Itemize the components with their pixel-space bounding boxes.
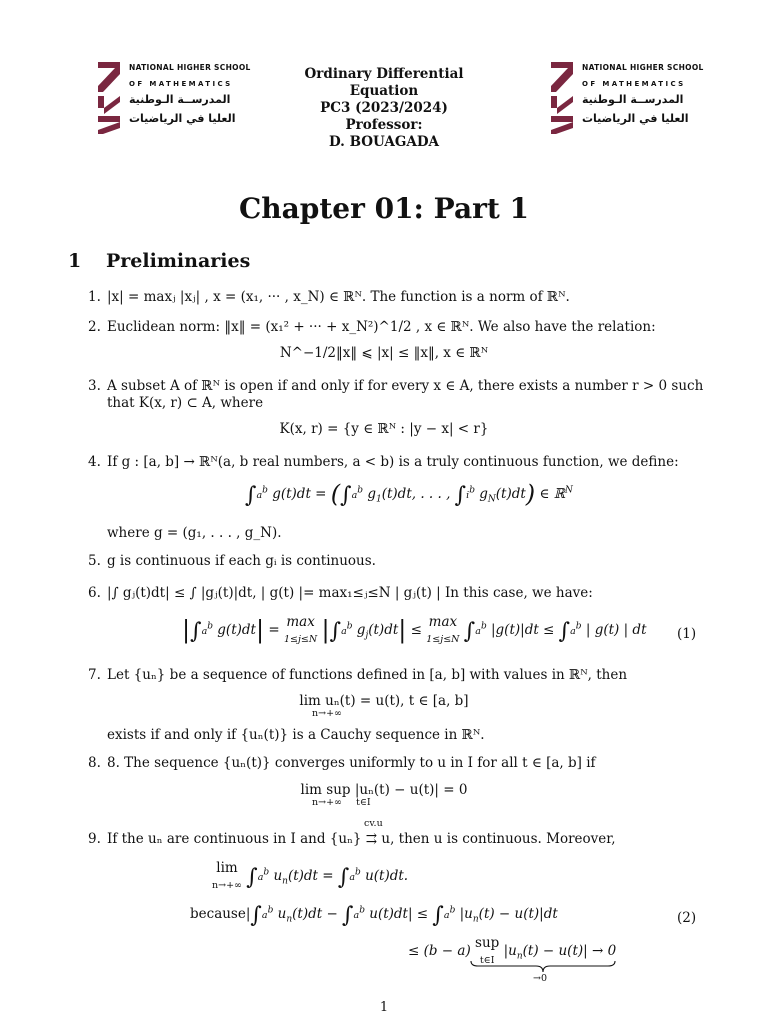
max-subscript: 1≤j≤N — [283, 634, 318, 645]
item-text: that K(x, r) ⊂ A, where — [107, 395, 264, 411]
chapter-title: Chapter 01: Part 1 — [238, 192, 530, 225]
school-logo-right — [548, 60, 704, 140]
limit-subscript: n→+∞ — [312, 797, 342, 808]
item-number: 9. — [88, 831, 101, 847]
page-number: 1 — [379, 1000, 389, 1015]
course-line: D. BOUAGADA — [328, 134, 440, 150]
section-number: 1 — [68, 250, 82, 272]
logo-line-3: المدرســة الـوطنية — [582, 93, 684, 106]
uniform-convergence-label: cv.u — [364, 818, 383, 829]
item-number: 6. — [88, 585, 101, 601]
sup-operator: sup — [475, 935, 500, 951]
item-text: Euclidean norm: ‖x‖ = (x₁² + ··· + x_N²)^1/2 , x ∈ ℝᴺ. We also have the relation: — [107, 319, 656, 335]
section-title: Preliminaries — [106, 250, 251, 272]
item-text: If g : [a, b] → ℝᴺ(a, b real numbers, a < b) is a truly continuous function, we define: — [107, 454, 679, 470]
limit-subscript: n→+∞ — [312, 708, 342, 719]
course-line: Professor: — [345, 117, 423, 133]
item-text: g is continuous if each gᵢ is continuous. — [107, 553, 376, 569]
logo-line-2: OF MATHEMATICS — [129, 80, 233, 88]
item-text: Let {uₙ} be a sequence of functions defined in [a, b] with values in ℝᴺ, then — [107, 667, 628, 683]
logo-line-2: OF MATHEMATICS — [582, 80, 686, 88]
item-text: |x| = maxⱼ |xⱼ| , x = (x₁, ··· , x_N) ∈ ℝᴺ. The function is a norm of ℝᴺ. — [107, 289, 570, 305]
because-label: because — [190, 906, 246, 922]
integral-vector-equation: $\int a^b$ $g(t)dt = (\int a^b$ $g_1(t)dt$, . . . , $\int i^b$ $g_N(t)dt$) ∈ ℝ$^N$ — [245, 480, 573, 508]
display-equation: N^−1/2‖x‖ ⩽ |x| ≤ ‖x‖, x ∈ ℝᴺ — [279, 345, 489, 361]
max-subscript: 1≤j≤N — [426, 634, 460, 645]
course-header — [258, 66, 510, 151]
item-number: 8. — [88, 755, 101, 771]
item-number: 7. — [88, 667, 101, 683]
item-text: |∫ gⱼ(t)dt| ≤ ∫ |gⱼ(t)|dt, | g(t) |= max₁≤ⱼ≤N | gⱼ(t) | In this case, we have: — [107, 585, 593, 601]
item-number: 5. — [88, 553, 101, 569]
display-equation: lim uₙ(t) = u(t), t ∈ [a, b] — [299, 693, 469, 709]
school-logo-left — [95, 60, 251, 140]
item-text: If the uₙ are continuous in I and {uₙ} ⇉ u, then u is continuous. Moreover, — [107, 831, 616, 847]
underbrace-label: →0 — [533, 973, 548, 984]
max-operator: max — [286, 614, 315, 630]
course-line: Equation — [349, 83, 419, 99]
logo-line-3: المدرســة الـوطنية — [129, 93, 231, 106]
item-text: 8. The sequence {uₙ(t)} converges uniformly to u in I for all t ∈ [a, b] if — [107, 755, 596, 771]
logo-line-4: العليا في الرياضيات — [129, 112, 236, 125]
limit-operator: lim — [216, 860, 238, 876]
equation-number: (2) — [677, 910, 697, 926]
sup-subscript: t∈I — [479, 955, 495, 966]
integral-inequality-equation: $|\int a^b$ g(t)dt| = max 1≤j≤N $|\int a^b$ $g_j(t)dt| \le \max$ 1≤j≤N $\int a^b$ $|g(t)|dt \le \int a^b$ | g(t) | dt — [182, 614, 647, 645]
school-logo-mark-icon — [95, 60, 125, 136]
limit-subscript: n→+∞ — [212, 880, 242, 891]
section-heading — [68, 250, 250, 272]
school-logo-mark-icon — [548, 60, 578, 136]
equation-number: (1) — [677, 626, 697, 642]
item-number: 1. — [88, 289, 101, 305]
display-equation: K(x, r) = {y ∈ ℝᴺ : |y − x| < r} — [279, 421, 489, 437]
logo-line-1: NATIONAL HIGHER SCHOOL — [582, 63, 704, 72]
underbrace-icon — [470, 960, 616, 974]
course-line: PC3 (2023/2024) — [320, 100, 448, 116]
item-text: A subset A of ℝᴺ is open if and only if for every x ∈ A, there exists a number r > 0 such — [107, 378, 704, 394]
item-number: 3. — [88, 378, 101, 394]
sup-subscript: t∈I — [356, 797, 371, 808]
max-operator: max — [428, 614, 458, 630]
because-inequality-line-1: $because|\int a^b$ $u_n(t)dt - \int a^b$ $u(t)dt| \le \int a^b$ $|u_n(t) - u(t)|dt$ — [190, 903, 558, 928]
item-text: exists if and only if {uₙ(t)} is a Cauchy sequence in ℝᴺ. — [107, 727, 485, 743]
item-text: where g = (g₁, . . . , g_N). — [107, 525, 282, 541]
logo-line-4: العليا في الرياضيات — [582, 112, 689, 125]
display-equation: lim sup |uₙ(t) − u(t)| = 0 — [300, 782, 468, 798]
course-line: Ordinary Differential — [304, 66, 464, 82]
logo-line-1: NATIONAL HIGHER SCHOOL — [129, 63, 251, 72]
because-inequality-line-2: ≤ (b − a) sup t∈I $|u_n(t) - u(t)| \to 0$ — [408, 935, 617, 966]
limit-integral-equation: lim n→+∞ $\int a^b$ $u_n(t)dt = \int a^b$ u(t)dt. — [212, 860, 409, 891]
item-number: 4. — [88, 454, 101, 470]
item-number: 2. — [88, 319, 101, 335]
